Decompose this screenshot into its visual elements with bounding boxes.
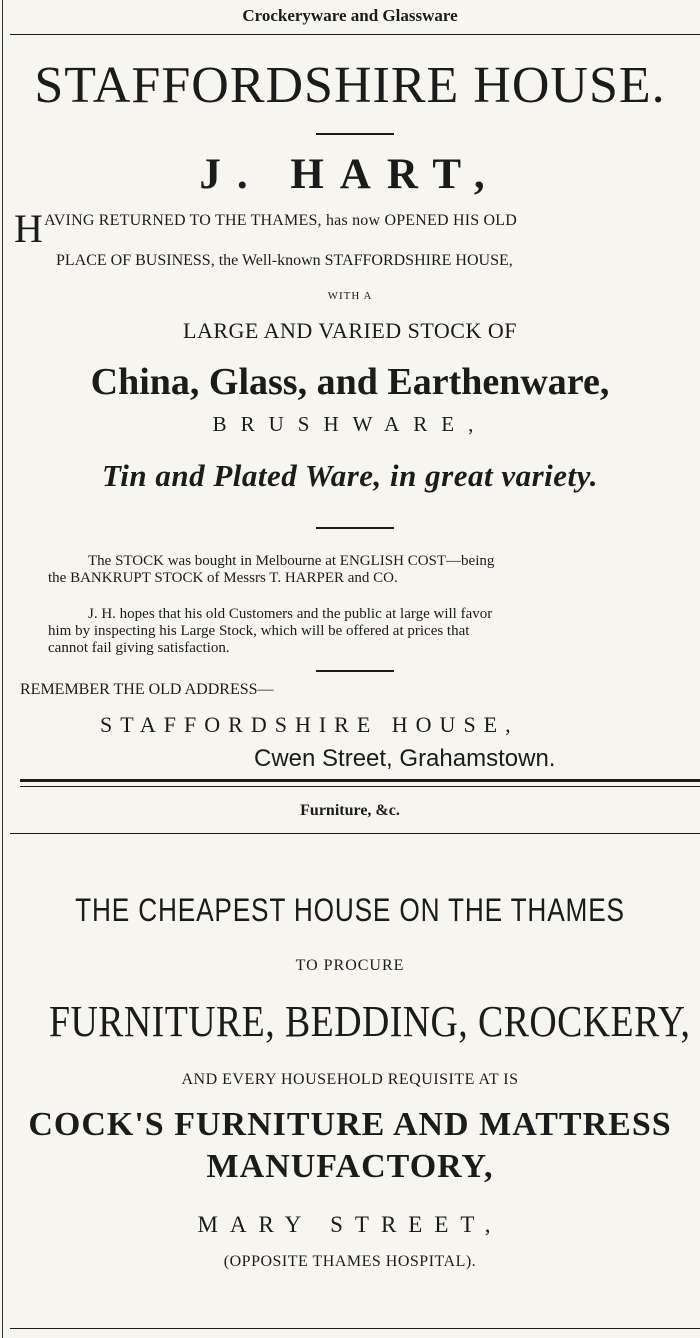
stock-heading: LARGE AND VARIED STOCK OF xyxy=(183,318,517,343)
divider xyxy=(10,34,700,35)
manufactory-heading: MANUFACTORY, xyxy=(206,1148,494,1185)
brushware-heading: BRUSHWARE, xyxy=(212,412,488,436)
household-requisite-text: AND EVERY HOUSEHOLD REQUISITE AT IS xyxy=(181,1071,519,1088)
house-address-name: STAFFORDSHIRE HOUSE, xyxy=(100,712,519,737)
with-a-text: WITH A xyxy=(327,290,373,302)
section-divider-thin xyxy=(20,786,700,787)
hopes-paragraph-line-2: him by inspecting his Large Stock, which will be offered at prices that xyxy=(48,623,470,639)
intro-text-1: AVING RETURNED TO THE THAMES, has now OPENED HIS OLD xyxy=(44,212,518,229)
street-address: Cwen Street, Grahamstown. xyxy=(254,745,556,772)
china-glass-heading: China, Glass, and Earthenware, xyxy=(90,361,610,403)
category-heading-furniture: Furniture, &c. xyxy=(300,802,400,819)
short-divider xyxy=(316,527,394,529)
to-procure-text: TO PROCURE xyxy=(295,957,405,974)
cheapest-house-headline: THE CHEAPEST HOUSE ON THE THAMES xyxy=(75,892,625,928)
staffordshire-house-title: STAFFORDSHIRE HOUSE. xyxy=(34,57,666,114)
category-heading-crockery: Crockeryware and Glassware xyxy=(242,6,458,25)
cocks-furniture-heading: COCK'S FURNITURE AND MATTRESS xyxy=(28,1106,672,1143)
stock-paragraph-line-1: The STOCK was bought in Melbourne at ENGLISH COST—being xyxy=(88,553,495,569)
furniture-bedding-crockery-heading: FURNITURE, BEDDING, CROCKERY, xyxy=(49,997,691,1046)
intro-line-2: PLACE OF BUSINESS, the Well-known STAFFORDSHIRE HOUSE, xyxy=(56,252,513,269)
bottom-divider xyxy=(10,1328,700,1329)
hopes-paragraph-line-1: J. H. hopes that his old Customers and the public at large will favor xyxy=(88,606,493,622)
hopes-paragraph-line-3: cannot fail giving satisfaction. xyxy=(48,640,230,656)
section-divider-thick xyxy=(20,779,700,782)
intro-line-1 xyxy=(14,206,700,251)
drop-cap: H xyxy=(14,206,44,251)
remember-address-text: REMEMBER THE OLD ADDRESS— xyxy=(20,681,274,698)
proprietor-name: J. HART, xyxy=(199,151,501,198)
tin-plated-heading: Tin and Plated Ware, in great variety. xyxy=(101,458,599,493)
mary-street-address: MARY STREET, xyxy=(197,1212,503,1237)
short-divider xyxy=(316,133,394,135)
opposite-hospital-text: (OPPOSITE THAMES HOSPITAL). xyxy=(223,1253,477,1270)
divider xyxy=(10,833,700,834)
short-divider xyxy=(316,670,394,672)
stock-paragraph-line-2: the BANKRUPT STOCK of Messrs T. HARPER and CO. xyxy=(48,570,398,586)
